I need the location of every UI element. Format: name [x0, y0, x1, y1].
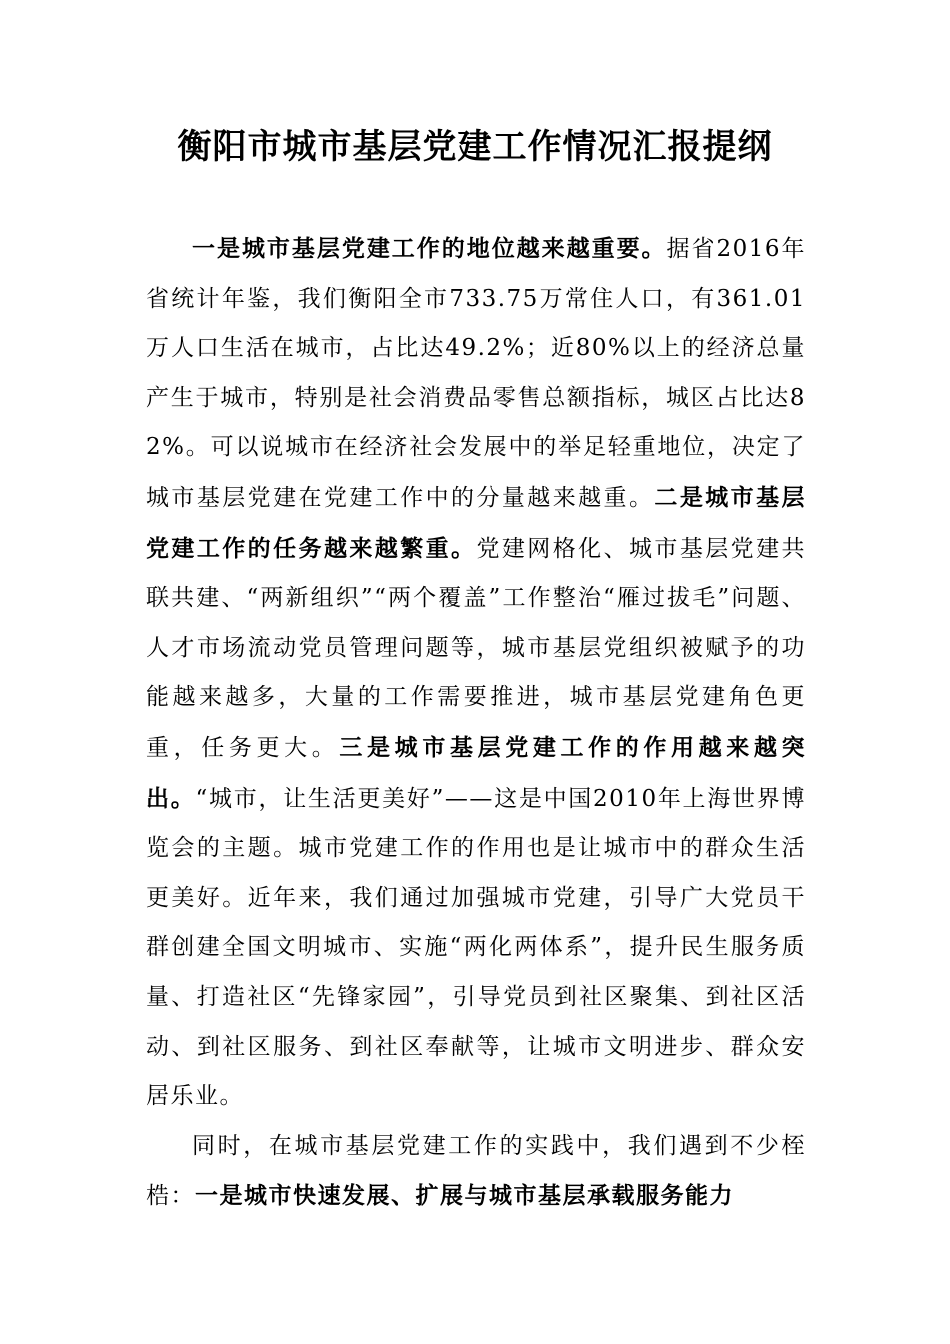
document-title: 衡阳市城市基层党建工作情况汇报提纲: [177, 127, 773, 167]
obstacles-intro: 同时，在城市基层党建工作的实践中，我们遇到不少桎梏：: [146, 1132, 806, 1210]
point-one-heading: 一是城市基层党建工作的地位越来越重要。: [192, 235, 667, 262]
point-two-heading: 二是城市基层党建工作的任务越来越繁重。: [146, 483, 807, 562]
point-three-text: “城市，让生活更美好”——这是中国2010年上海世界博览会的主题。城市党建工作的作用也是让城市中的群众生活更美好。近年来，我们通过加强城市党建，引导广大党员干群创建全国文明城市、实施“两化两体系”，提升民生服务质量、打造社区“先锋家园”，引导党员到社区聚集、到社区活动、到社区服务、到社区奉献等，让城市文明进步、群众安居乐业。: [146, 785, 806, 1110]
obstacle-one-heading: 一是城市快速发展、扩展与城市基层承载服务能力: [195, 1182, 734, 1210]
point-two-text: 党建网格化、城市基层党建共联共建、“两新组织”“两个覆盖”工作整治“雁过拔毛”问题、人才市场流动党员管理问题等，城市基层党组织被赋予的功能越来越多，大量的工作需要推进，城市基层党建角色更重，任务更大。: [146, 535, 807, 761]
point-three-heading: 三是城市基层党建工作的作用越来越突出。: [146, 733, 807, 812]
paragraph-obstacles: [146, 1122, 806, 1222]
document-body: [146, 224, 806, 1222]
paragraph-importance-tasks-role: [146, 224, 806, 1122]
point-one-text: 据省2016年省统计年鉴，我们衡阳全市733.75万常住人口，有361.01万人口生活在城市，占比达49.2%；近80%以上的经济总量产生于城市，特别是社会消费品零售总额指标，城区占比达82%。可以说城市在经济社会发展中的举足轻重地位，决定了城市基层党建在党建工作中的分量越来越重。: [146, 236, 806, 511]
